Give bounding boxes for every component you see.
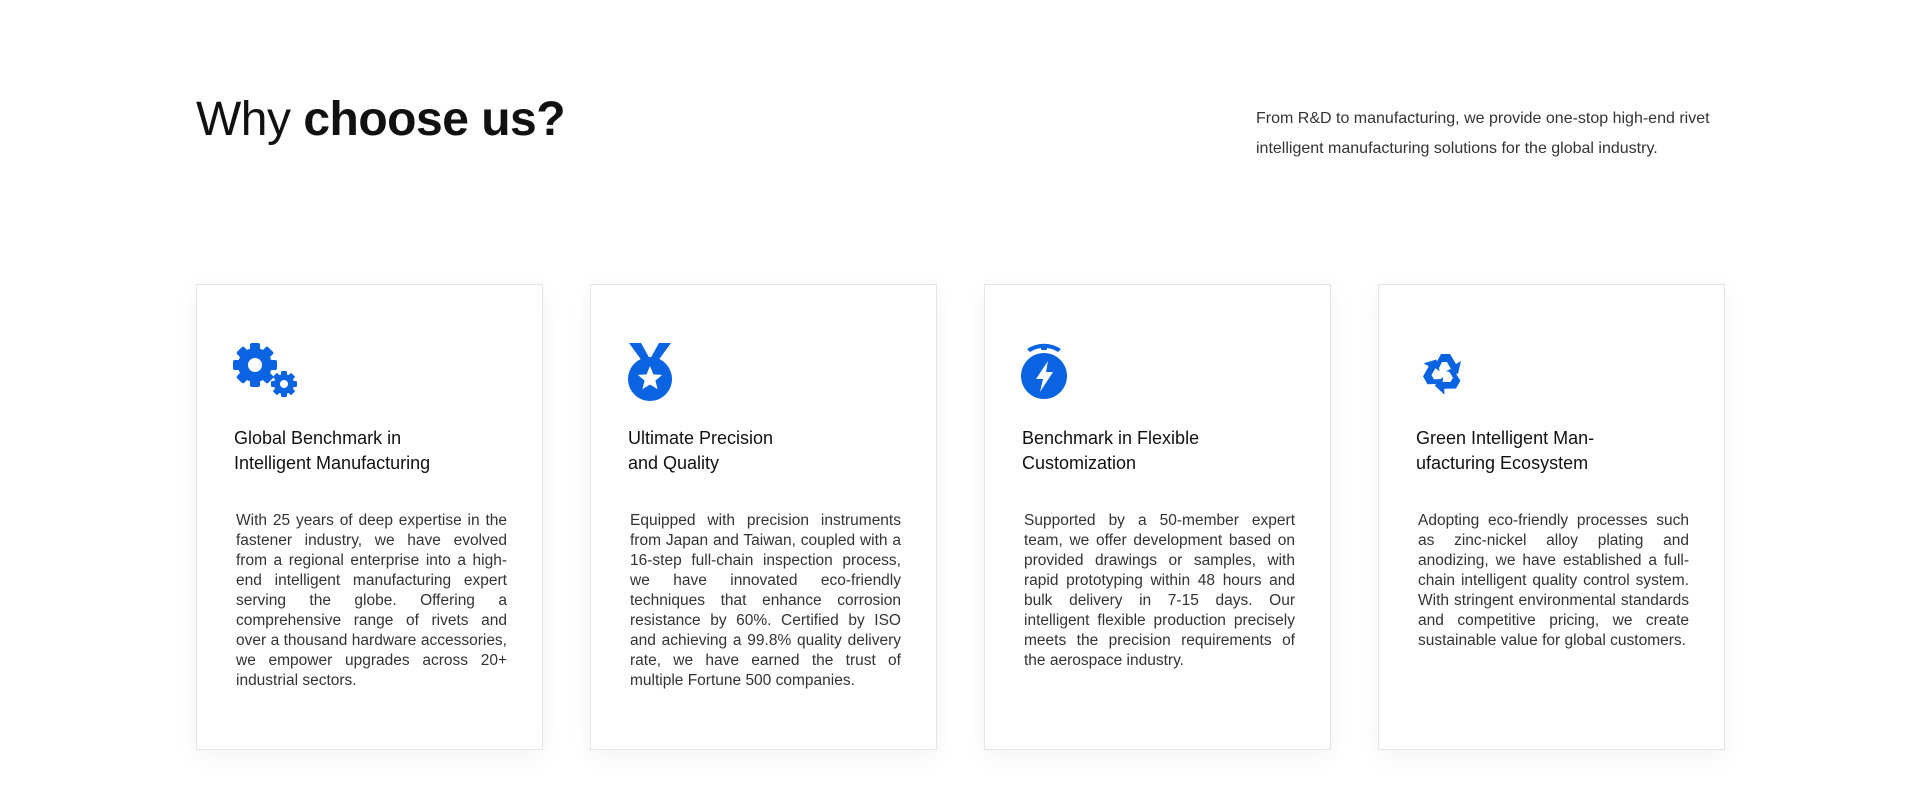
heading-bold-text: choose us? xyxy=(303,93,566,146)
card-title xyxy=(234,426,514,476)
stopwatch-bolt-icon xyxy=(1021,343,1087,401)
card-body: Adopting eco-friendly processes such as zinc-nickel alloy plating and anodizing, we have established a full-chain intelligent quality control system. With stringent environmental standards and competitive pricing, we create sustainable value for global customers. xyxy=(1418,512,1689,649)
card-title-line-2: Customization xyxy=(1022,453,1137,473)
feature-card-ultimate-precision xyxy=(590,284,937,750)
card-title-line-1: Green Intelligent Man- xyxy=(1416,428,1595,448)
section-intro: From R&D to manufacturing, we provide one-stop high-end rivet intelligent manufacturing solutions for the global industry. xyxy=(1256,110,1710,157)
feature-card-global-benchmark xyxy=(196,284,543,750)
card-title-line-1: Benchmark in Flexible xyxy=(1022,428,1200,448)
card-title-line-2: ufacturing Ecosystem xyxy=(1416,453,1589,473)
card-title xyxy=(1022,426,1302,476)
section-heading xyxy=(196,94,565,146)
medal-icon xyxy=(627,343,693,401)
feature-cards xyxy=(196,284,1733,752)
recycle-icon xyxy=(1415,343,1481,401)
card-title-line-1: Ultimate Precision xyxy=(628,428,774,448)
heading-light-text: Why xyxy=(196,93,304,146)
card-title-line-2: Intelligent Manufacturing xyxy=(234,453,431,473)
card-title-line-1: Global Benchmark in xyxy=(234,428,402,448)
card-title xyxy=(628,426,908,476)
gears-icon xyxy=(233,343,299,401)
card-body: Supported by a 50-member expert team, we offer development based on provided drawings or samples, with rapid prototyping within 48 hours and bulk delivery in 7-15 days. Our intelligent flexible production precisely meets the precision requirements of the aerospace industry. xyxy=(1024,512,1295,669)
card-title xyxy=(1416,426,1696,476)
feature-card-flexible-customization xyxy=(984,284,1331,750)
card-body: With 25 years of deep expertise in the fastener industry, we have evolved from a regional enterprise into a high-end intelligent manufacturing expert serving the globe. Offering a comprehensive range of rivets and over a thousand hardware accessories, we empower upgrades across 20+ industrial sectors. xyxy=(236,512,507,689)
card-title-line-2: and Quality xyxy=(628,453,720,473)
card-body: Equipped with precision instruments from Japan and Taiwan, coupled with a 16-step full-chain inspection process, we have innovated eco-friendly techniques that enhance corrosion resistance by 60%. Certified by ISO and achieving a 99.8% quality delivery rate, we have earned the trust of multiple Fortune 500 companies. xyxy=(630,512,901,689)
feature-card-green-ecosystem xyxy=(1378,284,1725,750)
